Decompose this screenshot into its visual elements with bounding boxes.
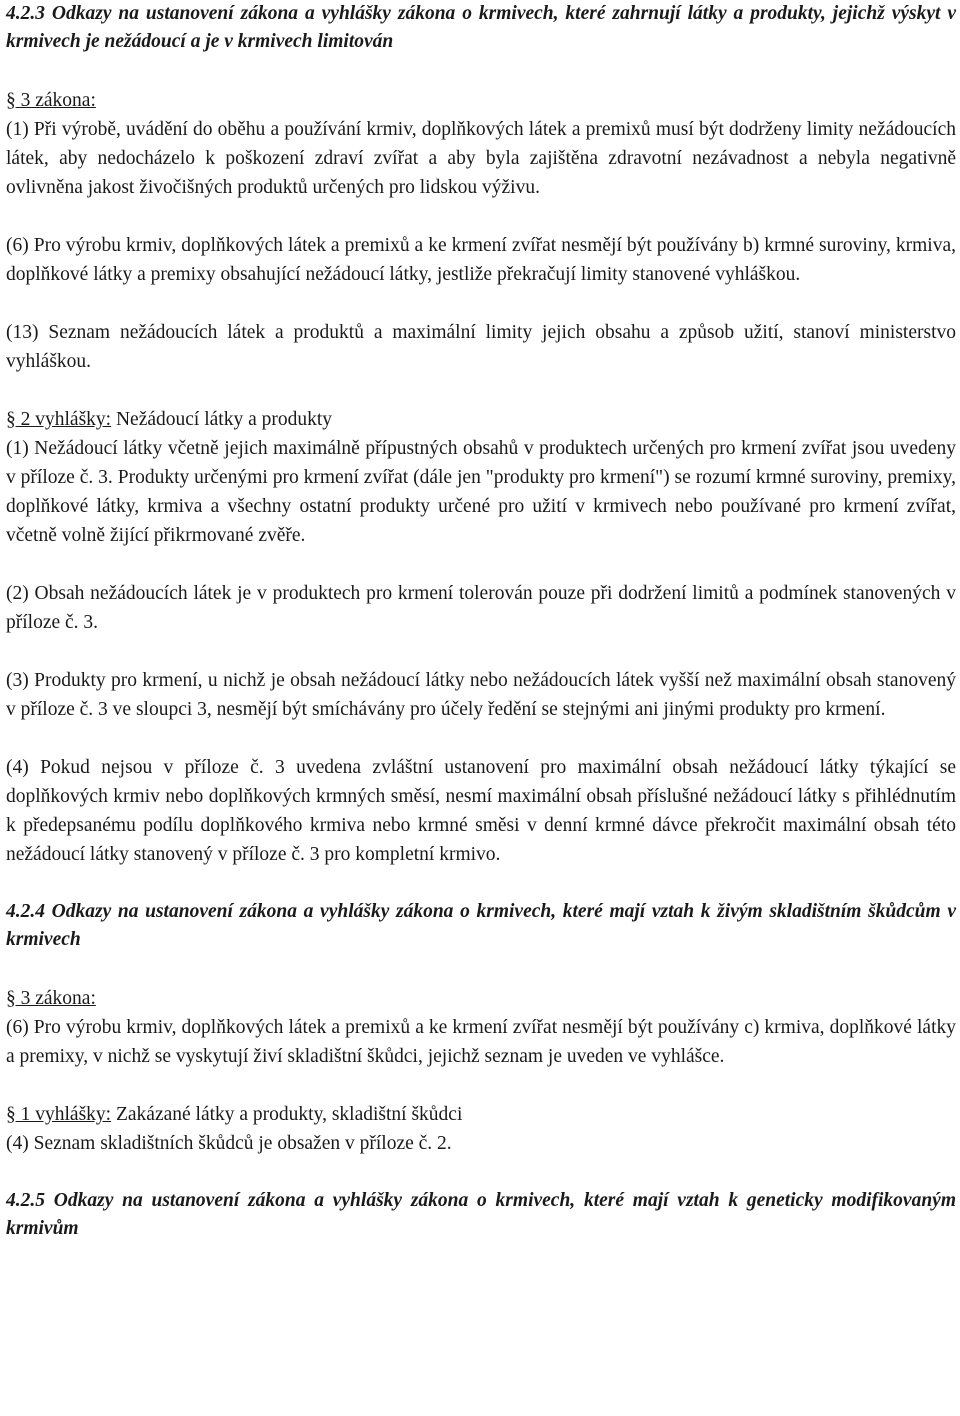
spacer <box>6 376 956 405</box>
spacer <box>6 724 956 753</box>
spacer <box>6 289 956 318</box>
spacer <box>6 1158 956 1187</box>
reference-title: Nežádoucí látky a produkty <box>111 409 333 430</box>
spacer <box>6 202 956 231</box>
legal-reference <box>6 405 956 434</box>
paragraph: (2) Obsah nežádoucích látek je v produktech pro krmení tolerován pouze při dodržení limitů a podmínek stanovených v příloze č. 3. <box>6 583 956 633</box>
paragraph: (3) Produkty pro krmení, u nichž je obsah nežádoucí látky nebo nežádoucích látek vyšší než maximální obsah stanovený v příloze č. 3 ve sloupci 3, nesmějí být smíchávány pro účely ředění se stejnými ani jinými produkty pro krmení. <box>6 670 956 720</box>
spacer <box>6 869 956 898</box>
paragraph: (6) Pro výrobu krmiv, doplňkových látek a premixů a ke krmení zvířat nesmějí být používány c) krmiva, doplňkové látky a premixy, v nichž se vyskytují živí skladištní škůdci, jejichž seznam je uveden ve vyhlášce. <box>6 1017 956 1067</box>
document-page <box>6 0 956 1243</box>
paragraph: (13) Seznam nežádoucích látek a produktů a maximální limity jejich obsahu a způsob užití, stanoví ministerstvo vyhláškou. <box>6 322 956 372</box>
reference-link[interactable]: § 2 vyhlášky: <box>6 409 112 430</box>
legal-reference <box>6 86 956 115</box>
paragraph: (6) Pro výrobu krmiv, doplňkových látek a premixů a ke krmení zvířat nesmějí být používány b) krmné suroviny, krmiva, doplňkové látky a premixy obsahující nežádoucí látky, jestliže překračují limity stanovené vyhláškou. <box>6 235 956 285</box>
paragraph: (4) Seznam skladištních škůdců je obsažen v příloze č. 2. <box>6 1133 452 1154</box>
reference-title: Zakázané látky a produkty, skladištní škůdci <box>111 1104 463 1125</box>
spacer <box>6 550 956 579</box>
section-heading-4-2-4: 4.2.4 Odkazy na ustanovení zákona a vyhlášky zákona o krmivech, které mají vztah k živým skladištním škůdcům v krmivech <box>6 901 956 950</box>
paragraph: (1) Nežádoucí látky včetně jejich maximálně přípustných obsahů v produktech určených pro krmení zvířat jsou uvedeny v příloze č. 3. Produkty určenými pro krmení zvířat (dále jen "produkty pro krmení") se rozumí krmné suroviny, premixy, doplňkové látky, krmiva a všechny ostatní produkty určené pro užití v krmivech nebo používané pro krmení zvířat, včetně volně žijící přikrmované zvěře. <box>6 438 956 546</box>
paragraph: (1) Při výrobě, uvádění do oběhu a používání krmiv, doplňkových látek a premixů musí být dodrženy limity nežádoucích látek, aby nedocházelo k poškození zdraví zvířat a aby byla zajištěna zdravotní nezávadnost a nebyla negativně ovlivněna jakost živočišných produktů určených pro lidskou výživu. <box>6 119 956 198</box>
section-heading-4-2-5: 4.2.5 Odkazy na ustanovení zákona a vyhlášky zákona o krmivech, které mají vztah k geneticky modifikovaným krmivům <box>6 1190 956 1239</box>
paragraph: (4) Pokud nejsou v příloze č. 3 uvedena zvláštní ustanovení pro maximální obsah nežádoucí látky týkající se doplňkových krmiv nebo doplňkových krmných směsí, nesmí maximální obsah příslušné nežádoucí látky s přihlédnutím k předepsanému podílu doplňkového krmiva nebo krmné směsi v denní krmné dávce překročit maximální obsah této nežádoucí látky stanovený v příloze č. 3 pro kompletní krmivo. <box>6 757 956 865</box>
spacer <box>6 1071 956 1100</box>
legal-reference <box>6 1100 956 1129</box>
spacer <box>6 637 956 666</box>
section-heading-4-2-3: 4.2.3 Odkazy na ustanovení zákona a vyhlášky zákona o krmivech, které zahrnují látky a produkty, jejichž výskyt v krmivech je nežádoucí a je v krmivech limitován <box>6 3 956 52</box>
spacer <box>6 56 956 86</box>
reference-link[interactable]: § 1 vyhlášky: <box>6 1104 112 1125</box>
spacer <box>6 954 956 984</box>
reference-link[interactable]: § 3 zákona: <box>6 988 96 1009</box>
legal-reference <box>6 984 956 1013</box>
reference-link[interactable]: § 3 zákona: <box>6 90 96 111</box>
